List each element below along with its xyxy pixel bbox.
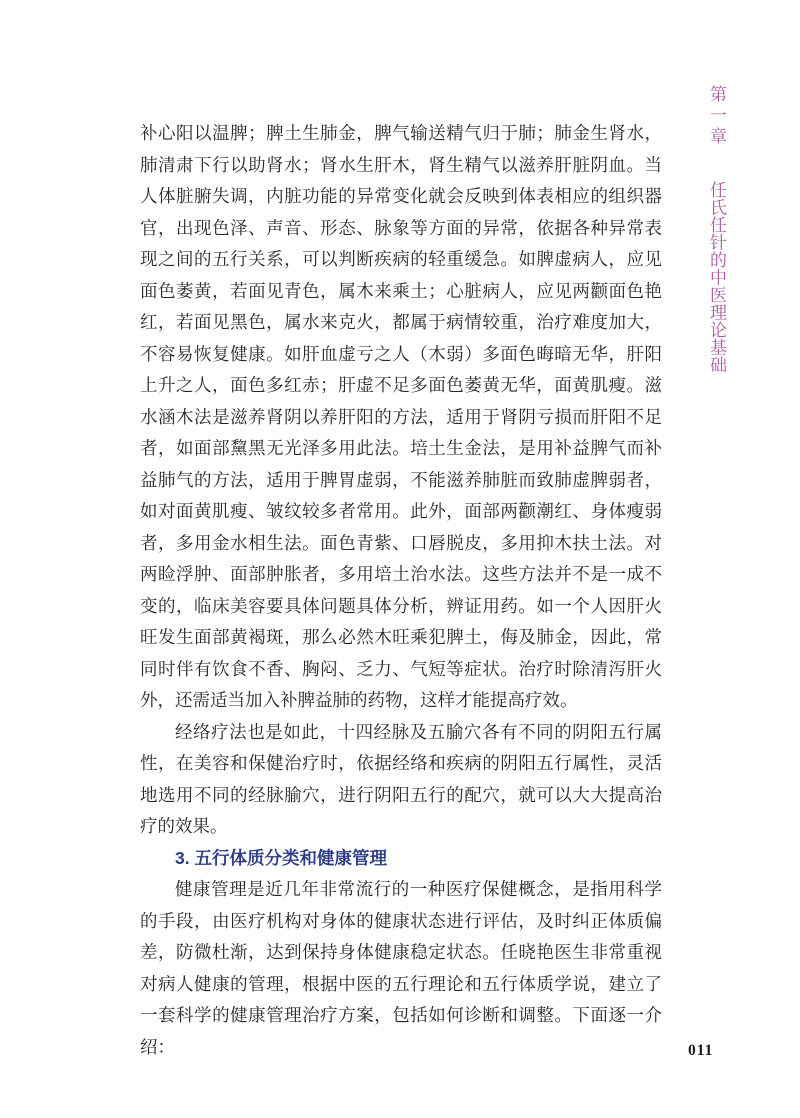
- body-paragraph-continuation: 补心阳以温脾；脾土生肺金，脾气输送精气归于肺；肺金生肾水，肺清肃下行以助肾水；肾水生肝木，肾生精气以滋养肝脏阴血。当人体脏腑失调，内脏功能的异常变化就会反映到体表相应的组织器官，出现色泽、声音、形态、脉象等方面的异常，依据各种异常表现之间的五行关系，可以判断疾病的轻重缓急。如脾虚病人，应见面色萎黄，若面见青色，属木来乘土；心脏病人，应见两颧面色艳红，若面见黑色，属水来克火，都属于病情较重，治疗难度加大，不容易恢复健康。如肝血虚亏之人（木弱）多面色晦暗无华，肝阳上升之人，面色多红赤；肝虚不足多面色萎黄无华，面黄肌瘦。滋水涵木法是滋养肾阴以养肝阳的方法，适用于肾阴亏损而肝阳不足者，如面部黧黑无光泽多用此法。培土生金法，是用补益脾气而补益肺气的方法，适用于脾胃虚弱，不能滋养肺脏而致肺虚脾弱者，如对面黄肌瘦、皱纹较多者常用。此外，面部两颧潮红、身体瘦弱者，多用金水相生法。面色青紫、口唇脱皮，多用抑木扶土法。对两睑浮肿、面部肿胀者，多用培土治水法。这些方法并不是一成不变的，临床美容要具体问题具体分析，辨证用药。如一个人因肝火旺发生面部黄褐斑，那么必然木旺乘犯脾土，侮及肺金，因此，常同时伴有饮食不香、胸闷、乏力、气短等症状。治疗时除清泻肝火外，还需适当加入补脾益肺的药物，这样才能提高疗效。: [140, 123, 662, 710]
- section-heading: 3. 五行体质分类和健康管理: [175, 847, 387, 868]
- body-paragraph: 健康管理是近几年非常流行的一种医疗保健概念，是指用科学的手段，由医疗机构对身体的健康状态进行评估，及时纠正体质偏差，防微杜渐，达到保持身体健康稳定状态。任晓艳医生非常重视对病人健康的管理，根据中医的五行理论和五行体质学说，建立了一套科学的健康管理治疗方案，包括如何诊断和调整。下面逐一介绍：: [140, 879, 662, 1057]
- chapter-sidebar: [706, 85, 726, 1065]
- page-number: 011: [688, 1042, 714, 1059]
- page-content: [140, 118, 662, 1063]
- chapter-number: 第一章: [707, 85, 726, 148]
- body-paragraph: 经络疗法也是如此，十四经脉及五腧穴各有不同的阴阳五行属性，在美容和保健治疗时，依据经络和疾病的阴阳五行属性，灵活地选用不同的经脉腧穴，进行阴阳五行的配穴，就可以大大提高治疗的效果。: [140, 721, 662, 836]
- chapter-title: 任氏任针的中医理论基础: [707, 181, 726, 374]
